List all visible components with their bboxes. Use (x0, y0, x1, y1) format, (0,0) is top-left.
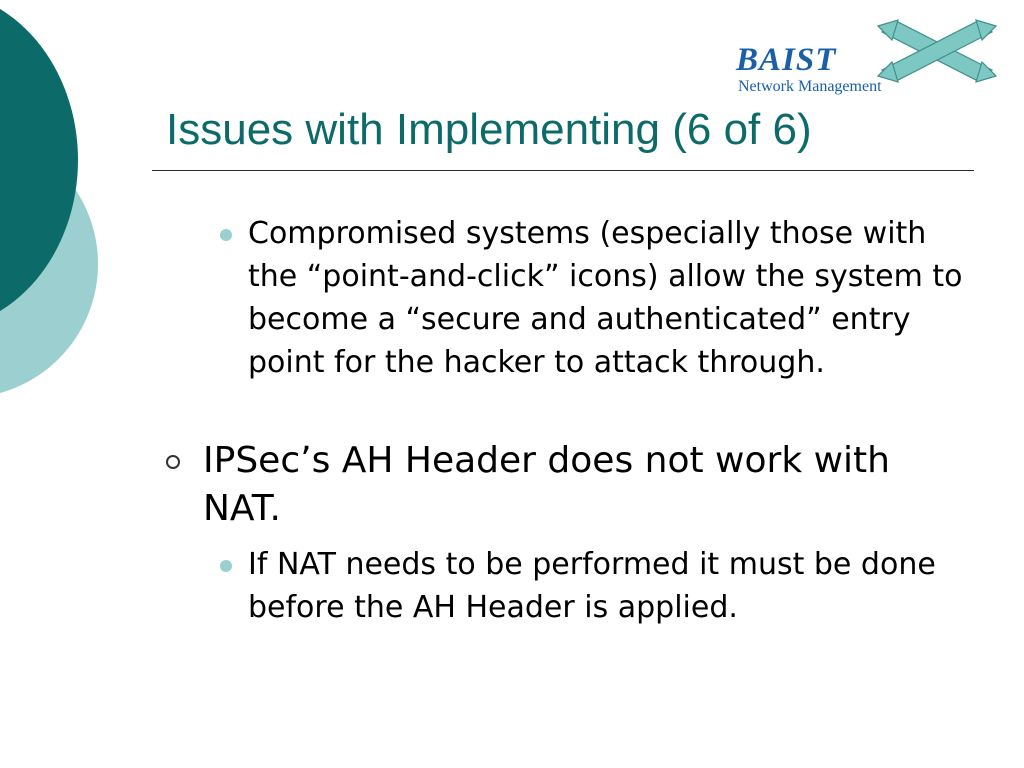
bullet-text: IPSec’s AH Header does not work with NAT. (203, 440, 890, 529)
baist-logo (736, 18, 998, 100)
sub-bullet-text: Compromised systems (especially those with the “point-and-click” icons) allow the system to become a “secure and authenticated” entry point for the hacker to attack through. (248, 216, 963, 380)
bullet-dot-icon (220, 560, 232, 572)
sub-bullet-text: If NAT needs to be performed it must be done before the AH Header is applied. (248, 547, 936, 625)
bullet-circle-icon (166, 455, 180, 469)
bullet-dot-icon (220, 229, 232, 241)
logo-name: BAIST (736, 42, 837, 78)
title-divider (152, 170, 974, 171)
slide-title: Issues with Implementing (6 of 6) (166, 105, 812, 154)
logo-subtitle: Network Management (738, 78, 882, 95)
crossed-arrows-icon (876, 18, 998, 84)
